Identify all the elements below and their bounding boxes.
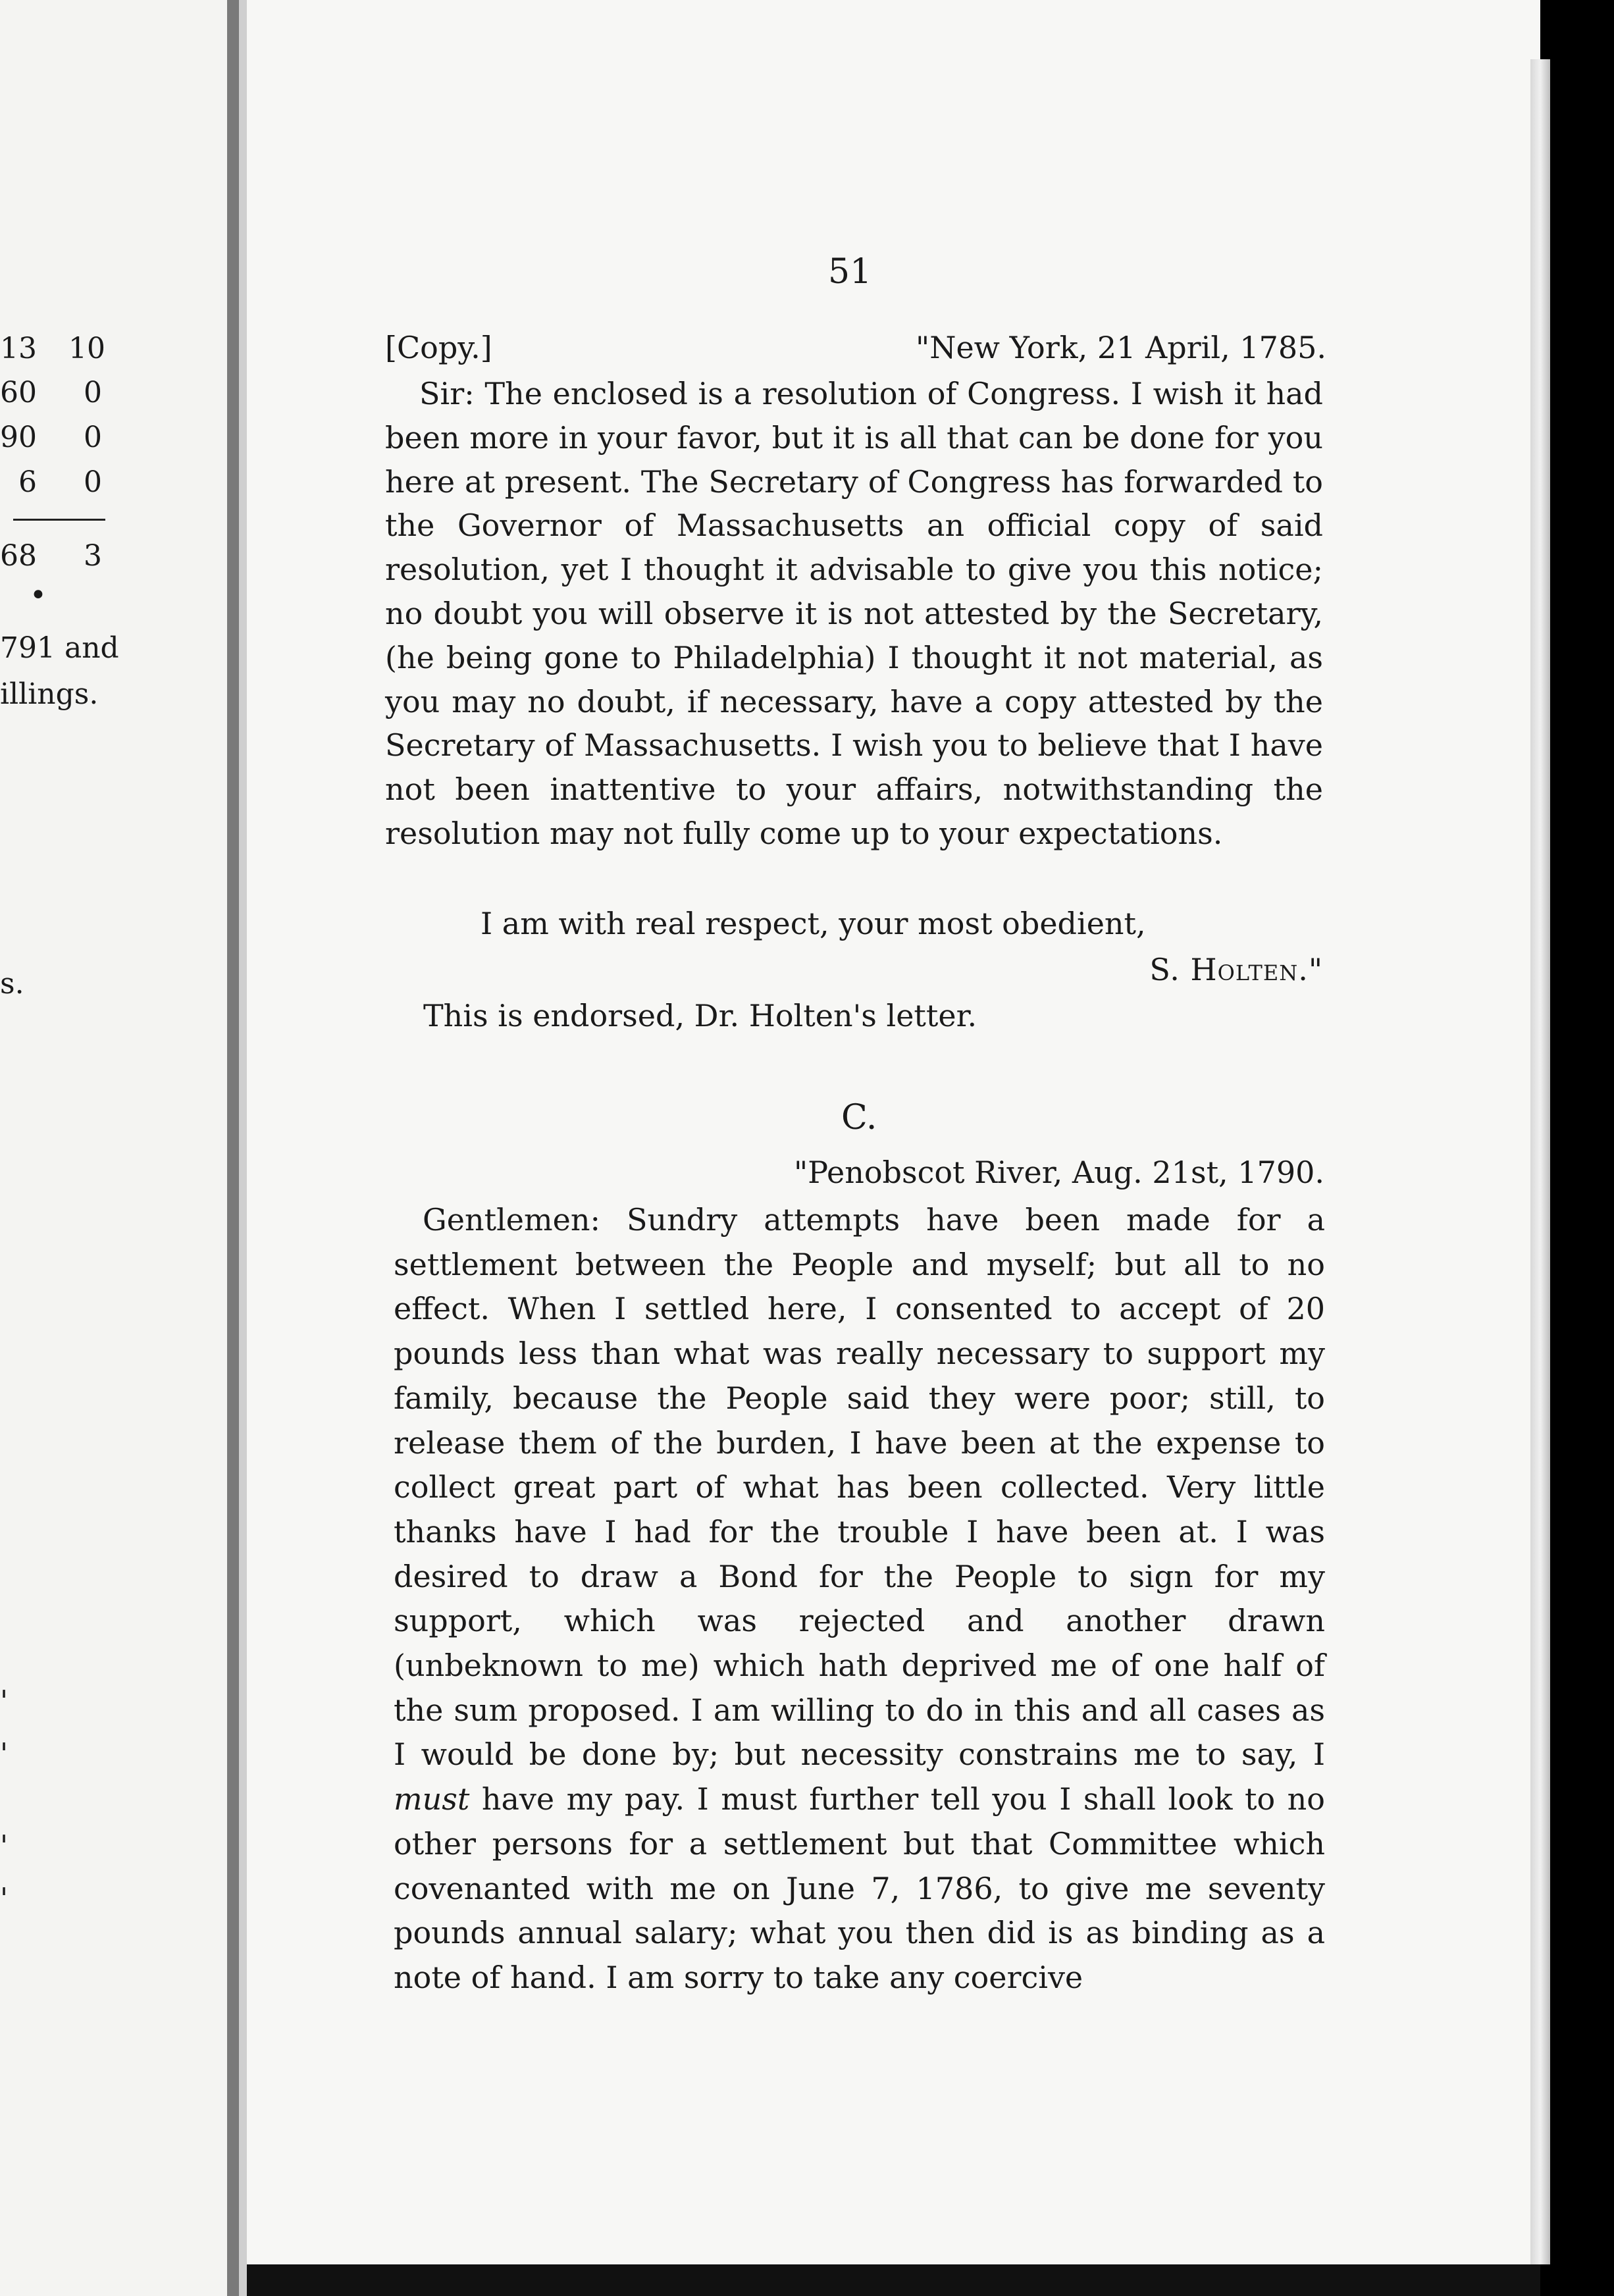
fragment-cell: 13 — [0, 332, 37, 365]
fragment-cell: 68 — [0, 539, 37, 573]
letter1-signature: S. Holten." — [1149, 952, 1323, 987]
letter1-closing: I am with real respect, your most obedient, — [481, 906, 1146, 941]
fragment-dot: • — [30, 579, 47, 612]
letter1-body — [385, 372, 1323, 856]
letter1-dateline: "New York, 21 April, 1785. — [916, 330, 1326, 365]
section-heading: C. — [841, 1098, 877, 1137]
fragment-mark: s. — [0, 967, 24, 1001]
book-gutter-edge — [239, 0, 247, 2296]
page-number: 51 — [828, 252, 872, 292]
letter2-dateline: "Penobscot River, Aug. 21st, 1790. — [793, 1155, 1324, 1190]
endorsement-note: This is endorsed, Dr. Holten's letter. — [423, 998, 977, 1033]
letter1-text: The enclosed is a resolution of Congress. I wish it had been more in your favor, but it is all that can be done for you here at present. The Secretary of Congress has forwarded to the Governor of Massachusetts an official copy of said resolution, yet I thought it advisable to give you this notice; no doubt you will observe it is not attested by the Secretary, (he being gone to Philadelphia) I thought it not material, as you may no doubt, if necessary, have a copy attested by the Secretary of Massachusetts. I wish you to believe that I have not been inattentive to your affairs, notwithstanding the resolution may not fully come up to your expectations. — [385, 376, 1324, 851]
fragment-line: illings. — [0, 677, 99, 711]
fragment-total-rule — [13, 519, 105, 521]
fragment-line: 791 and — [0, 631, 119, 665]
letter2-emphasis: must — [394, 1781, 470, 1817]
letter1-salutation: Sir: — [419, 376, 475, 411]
fragment-cell: 90 — [0, 421, 37, 454]
fragment-cell: 6 — [18, 465, 37, 499]
fragment-tick: ' — [0, 1737, 9, 1771]
fragment-cell: 60 — [0, 376, 37, 409]
left-page-fragment — [0, 0, 227, 2296]
letter2-text-part1: Sundry attempts have been made for a settlement between the People and myself; but all to no effect. When I settled here, I consented to accept of 20 pounds less than what was really necessary to support my family, because the People said they were poor; still, to release them of the burden, I have been at the expense to collect great part of what has been collected. Very little thanks have I had for the trouble I have been at. I was desired to draw a Bond for the People to sign for my support, which was rejected and another drawn (unbeknown to me) which hath deprived me of one half of the sum proposed. I am willing to do in this and all cases as I would be done by; but necessity constrains me to say, I — [394, 1202, 1325, 1773]
letter2-salutation: Gentlemen: — [423, 1202, 600, 1238]
letter2-body — [394, 1198, 1325, 2000]
page-edge — [1530, 59, 1550, 2264]
letter2-text-part2: have my pay. I must further tell you I shall look to no other persons for a settlement but that Committee which covenanted with me on June 7, 1786, to give me seventy pounds annual salary; what you then did is as binding as a note of hand. I am sorry to take any coercive — [394, 1781, 1326, 1995]
scan-border — [247, 2264, 1540, 2296]
copy-label: [Copy.] — [385, 330, 492, 365]
fragment-cell: 10 — [68, 332, 105, 365]
fragment-cell: 0 — [84, 465, 102, 499]
fragment-cell: 0 — [84, 376, 102, 409]
book-gutter — [227, 0, 239, 2296]
fragment-tick: ' — [0, 1684, 9, 1718]
letter1-header — [385, 328, 1326, 367]
fragment-tick: ' — [0, 1829, 9, 1863]
fragment-tick: ' — [0, 1882, 9, 1916]
fragment-cell: 0 — [84, 421, 102, 454]
fragment-cell: 3 — [84, 539, 102, 573]
